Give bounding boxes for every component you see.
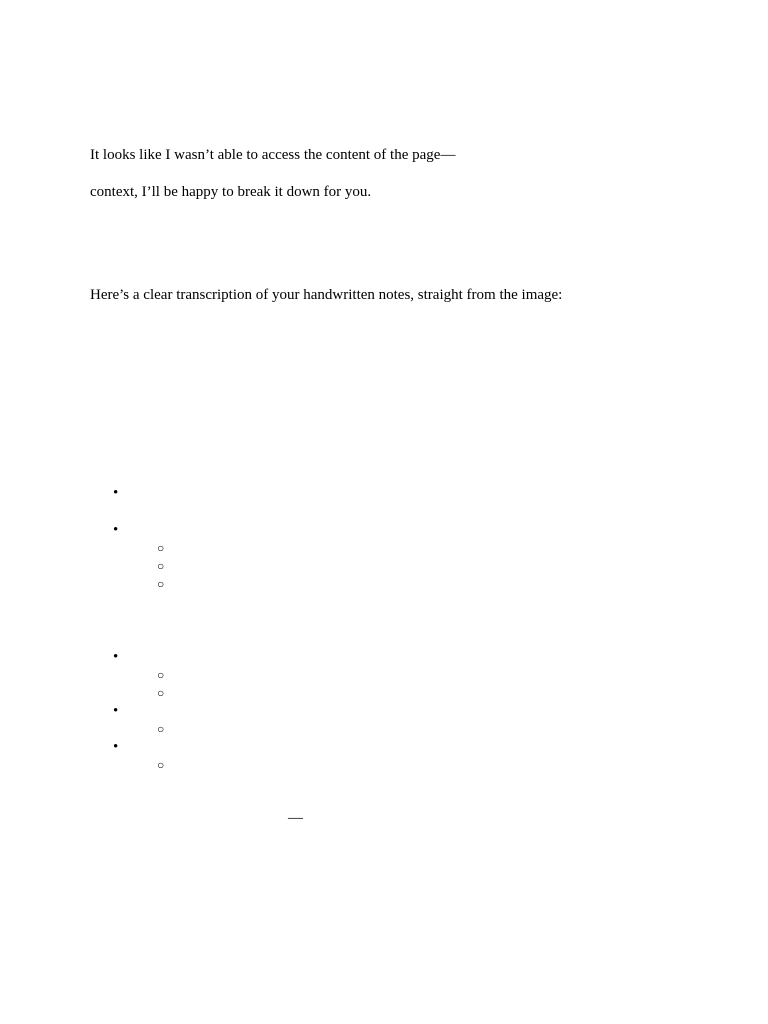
- intro-paragraph-line-2: context, I’ll be happy to break it down for you.: [90, 184, 372, 200]
- list-bullet: •: [113, 739, 119, 755]
- list-bullet: •: [113, 703, 119, 719]
- list-bullet: •: [113, 485, 119, 501]
- list-sub-bullet: ○: [157, 577, 165, 591]
- list-sub-bullet: ○: [157, 686, 165, 700]
- em-dash-mark: —: [288, 810, 303, 826]
- list-sub-bullet: ○: [157, 541, 165, 555]
- intro-paragraph-line-1: It looks like I wasn’t able to access the content of the page—: [90, 147, 456, 163]
- list-sub-bullet: ○: [157, 559, 165, 573]
- list-sub-bullet: ○: [157, 668, 165, 682]
- list-sub-bullet: ○: [157, 758, 165, 772]
- transcription-intro-paragraph: Here’s a clear transcription of your handwritten notes, straight from the image:: [90, 287, 563, 303]
- list-sub-bullet: ○: [157, 722, 165, 736]
- list-bullet: •: [113, 522, 119, 538]
- list-bullet: •: [113, 649, 119, 665]
